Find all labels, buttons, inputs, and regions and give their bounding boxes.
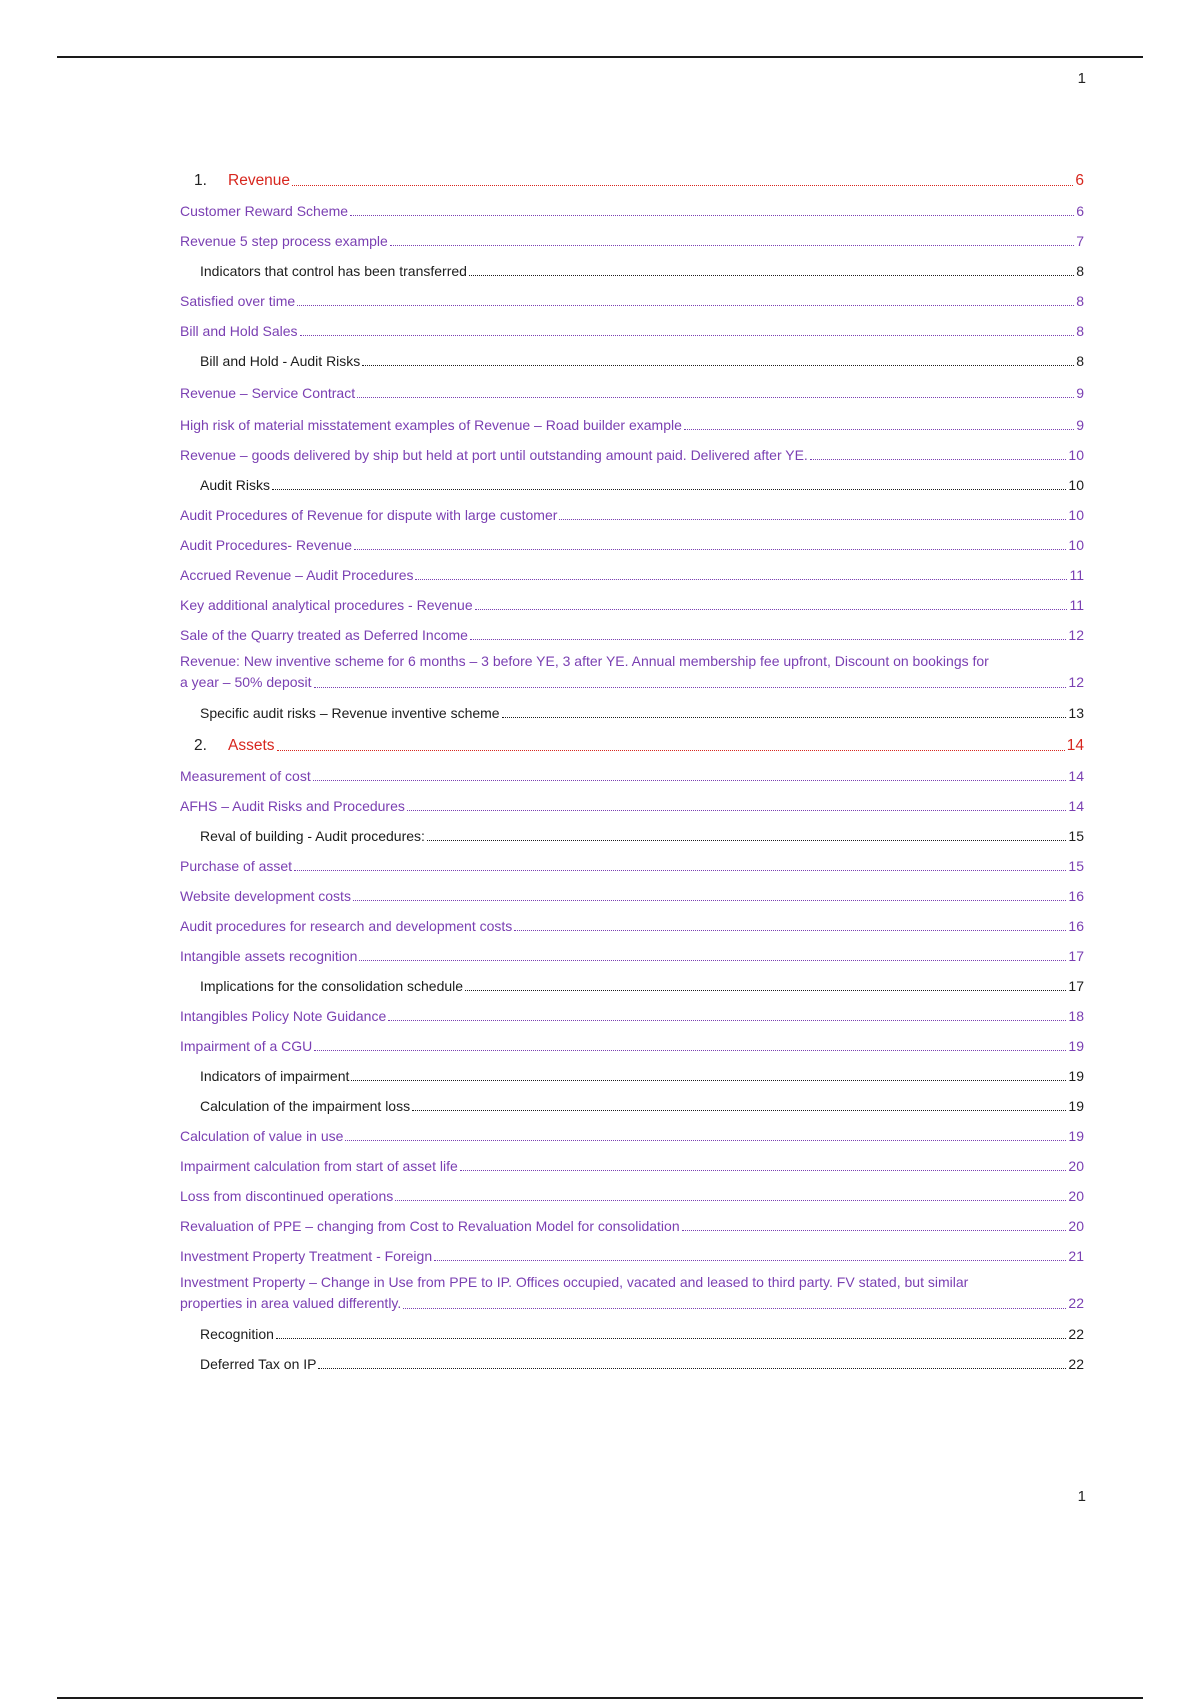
toc-entry-title: Revenue – goods delivered by ship but held at port until outstanding amount paid. Delivered after YE. (180, 447, 808, 463)
toc-leader-dots (359, 960, 1066, 961)
toc-leader-dots (403, 1308, 1066, 1309)
toc-leader-dots (350, 215, 1074, 216)
toc-leader-dots (318, 1368, 1066, 1369)
toc-leader-dots (294, 870, 1066, 871)
toc-leader-dots (395, 1200, 1066, 1201)
toc-subentry-title: Bill and Hold - Audit Risks (200, 353, 361, 369)
toc-entry-title: Website development costs (180, 888, 351, 904)
toc-page-number: 10 (1068, 537, 1084, 553)
toc-leader-dots (470, 639, 1066, 640)
toc-entry-title-continued: properties in area valued differently. (180, 1295, 402, 1311)
toc-subentry-title: Audit Risks (200, 477, 271, 493)
toc-subentry[interactable] (180, 1086, 1084, 1116)
toc-entry-title: Intangibles Policy Note Guidance (180, 1008, 387, 1024)
toc-page-number: 19 (1068, 1128, 1084, 1144)
toc-subentry-title: Indicators that control has been transferred (200, 263, 467, 279)
toc-page-number: 20 (1068, 1158, 1084, 1174)
toc-leader-dots (354, 549, 1066, 550)
toc-page-number: 12 (1068, 627, 1084, 643)
toc-subentry[interactable] (180, 693, 1084, 723)
header-rule (57, 56, 1143, 58)
toc-entry[interactable] (180, 1146, 1084, 1176)
toc-entry-title: Revaluation of PPE – changing from Cost to Revaluation Model for consolidation (180, 1218, 680, 1234)
toc-entry-title: High risk of material misstatement examples of Revenue – Road builder example (180, 417, 682, 433)
toc-entry[interactable] (180, 1206, 1084, 1236)
toc-leader-dots (272, 489, 1066, 490)
toc-subentry-title: Indicators of impairment (200, 1068, 350, 1084)
toc-entry[interactable] (180, 936, 1084, 966)
toc-entry-title: Loss from discontinued operations (180, 1188, 394, 1204)
toc-page-number: 8 (1076, 293, 1084, 309)
toc-leader-dots (415, 579, 1067, 580)
toc-leader-dots (276, 1338, 1066, 1339)
toc-subentry[interactable] (180, 1056, 1084, 1086)
toc-page-number: 7 (1076, 233, 1084, 249)
toc-subentry[interactable] (180, 465, 1084, 495)
toc-entry[interactable] (180, 1026, 1084, 1056)
toc-entry-title: Measurement of cost (180, 768, 311, 784)
toc-subentry[interactable] (180, 251, 1084, 281)
toc-page-number: 6 (1076, 203, 1084, 219)
toc-leader-dots (313, 780, 1067, 781)
toc-entry-title: Key additional analytical procedures - Revenue (180, 597, 473, 613)
toc-entry[interactable] (180, 1236, 1084, 1266)
toc-leader-dots (559, 519, 1066, 520)
toc-leader-dots (390, 245, 1074, 246)
toc-page-number: 16 (1068, 888, 1084, 904)
toc-leader-dots (469, 275, 1074, 276)
toc-entry-title: Audit Procedures- Revenue (180, 537, 352, 553)
toc-heading-title: Revenue (228, 172, 291, 189)
toc-page-number: 10 (1068, 447, 1084, 463)
toc-subentry[interactable] (180, 341, 1084, 371)
toc-subentry-title: Specific audit risks – Revenue inventive scheme (200, 705, 500, 721)
toc-entry[interactable] (180, 403, 1084, 435)
toc-leader-dots (314, 687, 1067, 688)
toc-entry[interactable] (180, 221, 1084, 251)
toc-page-number: 17 (1068, 978, 1084, 994)
toc-page-number: 11 (1069, 597, 1084, 613)
toc-leader-dots (684, 429, 1074, 430)
toc-subentry[interactable] (180, 966, 1084, 996)
toc-page-number: 9 (1076, 417, 1084, 433)
toc-leader-dots (514, 930, 1066, 931)
toc-page-number: 17 (1068, 948, 1084, 964)
toc-entry-title: Investment Property Treatment - Foreign (180, 1248, 433, 1264)
toc-heading-number: 1. (194, 172, 207, 189)
toc-entry-title: Sale of the Quarry treated as Deferred Income (180, 627, 468, 643)
toc-subentry-title: Recognition (200, 1326, 274, 1342)
toc-page-number: 22 (1068, 1326, 1084, 1342)
toc-leader-dots (314, 1050, 1066, 1051)
toc-entry-title: Impairment of a CGU (180, 1038, 313, 1054)
toc-leader-dots (810, 459, 1067, 460)
toc-entry-continuation (180, 672, 1084, 693)
toc-leader-dots (502, 717, 1067, 718)
toc-entry[interactable] (180, 615, 1084, 645)
toc-page-number: 20 (1068, 1218, 1084, 1234)
toc-page-number: 18 (1068, 1008, 1084, 1024)
toc-page-number: 15 (1068, 828, 1084, 844)
toc-entry-title: Audit procedures for research and development costs (180, 918, 513, 934)
toc-entry[interactable] (180, 645, 1084, 693)
toc-entry-title: Bill and Hold Sales (180, 323, 298, 339)
toc-heading-title: Assets (228, 737, 275, 754)
toc-leader-dots (407, 810, 1067, 811)
toc-leader-dots (460, 1170, 1067, 1171)
toc-entry[interactable] (180, 281, 1084, 311)
toc-page-number: 19 (1068, 1038, 1084, 1054)
toc-page-number: 20 (1068, 1188, 1084, 1204)
toc-entry[interactable] (180, 495, 1084, 525)
toc-entry[interactable] (180, 555, 1084, 585)
toc-page-number: 14 (1068, 798, 1084, 814)
toc-leader-dots (682, 1230, 1067, 1231)
toc-entry-title: Purchase of asset (180, 858, 293, 874)
toc-entry-title-continued: a year – 50% deposit (180, 674, 312, 690)
toc-page-number: 13 (1068, 705, 1084, 721)
toc-page-number: 14 (1068, 768, 1084, 784)
table-of-contents (180, 158, 1084, 1374)
toc-leader-dots (357, 397, 1074, 398)
toc-entry[interactable] (180, 786, 1084, 816)
toc-entry-title: Revenue: New inventive scheme for 6 months – 3 before YE, 3 after YE. Annual membership fee upfront, Discount on bookings for (180, 653, 989, 669)
toc-entry-title: Intangible assets recognition (180, 948, 358, 964)
toc-entry[interactable] (180, 371, 1084, 403)
toc-page-number: 10 (1068, 477, 1084, 493)
toc-entry-title: Satisfied over time (180, 293, 296, 309)
toc-heading-revenue[interactable] (180, 158, 1084, 191)
toc-entry-title: Investment Property – Change in Use from PPE to IP. Offices occupied, vacated and leased to third party. FV stated, but similar (180, 1274, 969, 1290)
toc-page-number: 9 (1076, 385, 1084, 401)
toc-leader-dots (353, 900, 1066, 901)
toc-page-number: 19 (1068, 1068, 1084, 1084)
toc-entry[interactable] (180, 435, 1084, 465)
footer-page-number: 1 (1077, 1488, 1086, 1505)
toc-leader-dots (345, 1140, 1066, 1141)
toc-page-number: 15 (1068, 858, 1084, 874)
toc-entry-title: Customer Reward Scheme (180, 203, 349, 219)
toc-entry-title: Accrued Revenue – Audit Procedures (180, 567, 414, 583)
toc-page-number: 12 (1068, 674, 1084, 690)
toc-entry-title: Revenue – Service Contract (180, 385, 356, 401)
toc-leader-dots (362, 365, 1074, 366)
toc-entry-title: AFHS – Audit Risks and Procedures (180, 798, 405, 814)
toc-entry[interactable] (180, 756, 1084, 786)
toc-page-number: 8 (1076, 353, 1084, 369)
toc-leader-dots (277, 750, 1065, 751)
toc-subentry-title: Calculation of the impairment loss (200, 1098, 411, 1114)
toc-entry[interactable] (180, 1176, 1084, 1206)
toc-leader-dots (388, 1020, 1066, 1021)
toc-subentry-title: Reval of building - Audit procedures: (200, 828, 425, 844)
toc-leader-dots (475, 609, 1068, 610)
toc-leader-dots (434, 1260, 1066, 1261)
toc-leader-dots (465, 990, 1066, 991)
toc-heading-number: 2. (194, 737, 207, 754)
toc-leader-dots (412, 1110, 1066, 1111)
toc-leader-dots (427, 840, 1067, 841)
toc-entry[interactable] (180, 906, 1084, 936)
toc-entry[interactable] (180, 525, 1084, 555)
toc-subentry-title: Implications for the consolidation schedule (200, 978, 464, 994)
toc-entry[interactable] (180, 585, 1084, 615)
toc-entry[interactable] (180, 876, 1084, 906)
toc-leader-dots (351, 1080, 1066, 1081)
toc-page-number: 22 (1068, 1295, 1084, 1311)
toc-entry[interactable] (180, 311, 1084, 341)
toc-page-number: 8 (1076, 323, 1084, 339)
toc-subentry[interactable] (180, 816, 1084, 846)
toc-page-number: 10 (1068, 507, 1084, 523)
toc-entry[interactable] (180, 191, 1084, 221)
toc-page-number: 22 (1068, 1356, 1084, 1372)
toc-page-number: 14 (1066, 737, 1084, 754)
toc-entry[interactable] (180, 846, 1084, 876)
toc-leader-dots (297, 305, 1074, 306)
toc-leader-dots (300, 335, 1075, 336)
toc-entry-continuation (180, 1293, 1084, 1314)
toc-entry-title: Audit Procedures of Revenue for dispute with large customer (180, 507, 558, 523)
toc-subentry-title: Deferred Tax on IP (200, 1356, 317, 1372)
toc-subentry[interactable] (180, 1314, 1084, 1344)
toc-heading-assets[interactable] (180, 723, 1084, 756)
toc-entry[interactable] (180, 996, 1084, 1026)
toc-page-number: 6 (1075, 172, 1084, 189)
toc-page-number: 16 (1068, 918, 1084, 934)
toc-page-number: 11 (1069, 567, 1084, 583)
toc-entry[interactable] (180, 1116, 1084, 1146)
toc-page-number: 19 (1068, 1098, 1084, 1114)
toc-page-number: 8 (1076, 263, 1084, 279)
toc-entry[interactable] (180, 1266, 1084, 1314)
footer-rule (57, 1697, 1143, 1699)
header-page-number: 1 (1077, 70, 1086, 87)
toc-page-number: 21 (1068, 1248, 1084, 1264)
toc-entry-title: Revenue 5 step process example (180, 233, 388, 249)
toc-entry-title: Impairment calculation from start of asset life (180, 1158, 458, 1174)
toc-subentry[interactable] (180, 1344, 1084, 1374)
toc-entry-title: Calculation of value in use (180, 1128, 344, 1144)
toc-leader-dots (292, 185, 1073, 186)
